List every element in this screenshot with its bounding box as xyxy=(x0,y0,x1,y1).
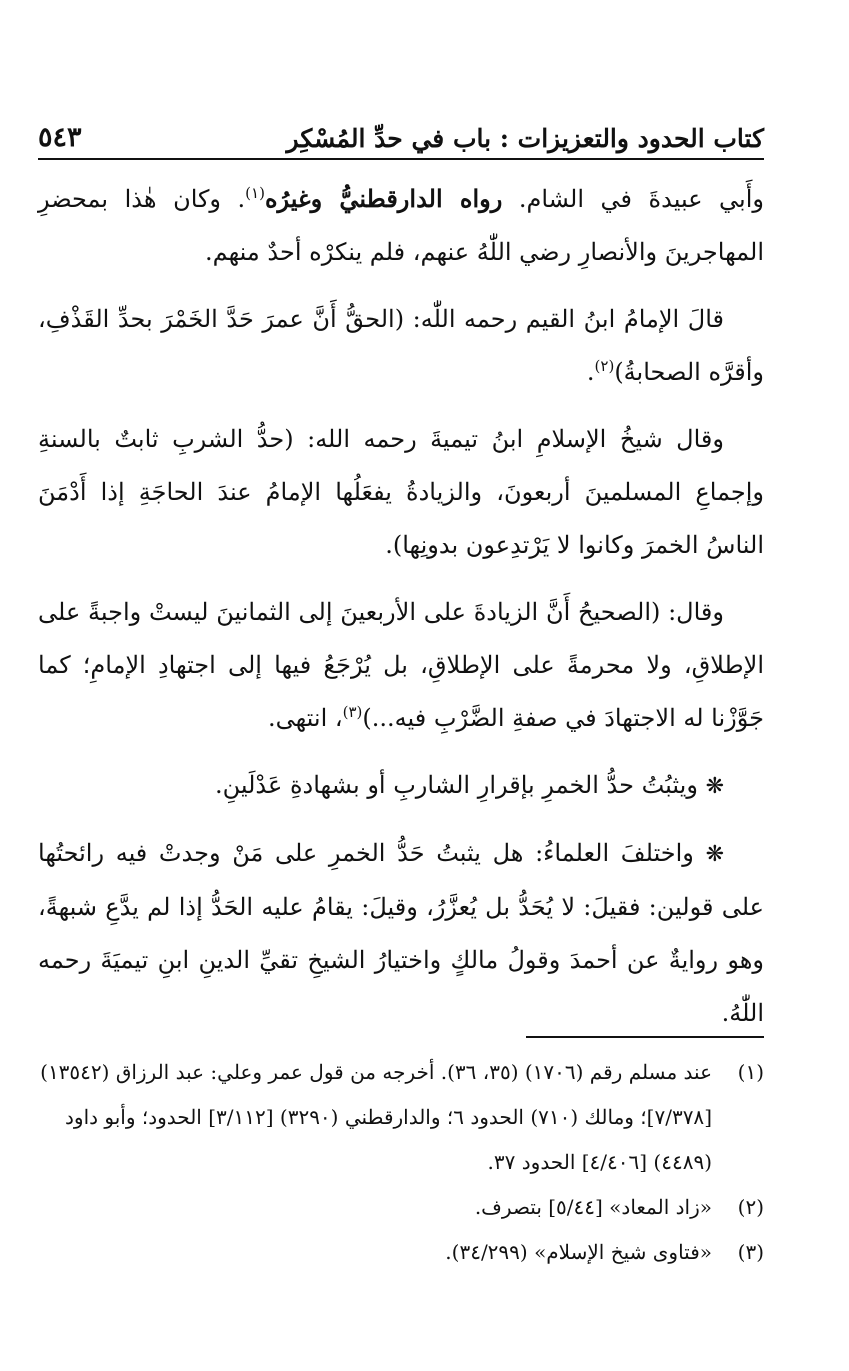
footnote-ref-3[interactable]: (٣) xyxy=(342,703,363,721)
footnote-text: «زاد المعاد» [٥/٤٤] بتصرف. xyxy=(474,1195,712,1219)
paragraph-6 xyxy=(38,827,764,1040)
paragraph-5 xyxy=(38,759,764,813)
p5-text: ويثبُتُ حدُّ الخمرِ بإقرارِ الشاربِ أو بشهادةِ عَدْلَينِ. xyxy=(214,771,698,799)
running-header xyxy=(38,118,764,160)
footnote-text: عند مسلم رقم (١٧٠٦) (٣٥، ٣٦). أخرجه من قول عمر وعلي: عبد الرزاق (١٣٥٤٢) [٧/٣٧٨]؛ ومالك (٧١٠) الحدود ٦؛ والدارقطني (٣٢٩٠) [٣/١١٢] الحدود؛ وأبو داود (٤٤٨٩) [٤/٤٠٦] الحدود ٣٧. xyxy=(40,1060,712,1174)
p1-text-b: . وكان هٰذا بمحضرِ المهاجرينَ والأنصارِ رضي اللّٰهُ عنهم، فلم ينكرْه أحدٌ منهم. xyxy=(38,185,764,266)
paragraph-2 xyxy=(38,293,764,399)
p4-text-b: ، انتهى. xyxy=(267,704,343,732)
p2-end: . xyxy=(586,358,595,386)
footnote-text: «فتاوى شيخ الإسلام» (٣٤/٢٩٩). xyxy=(445,1240,712,1264)
paragraph-3 xyxy=(38,413,764,572)
star-bullet-icon: ❋ xyxy=(705,774,724,799)
footnote-number: (٢) xyxy=(737,1195,764,1219)
paragraph-4 xyxy=(38,586,764,745)
footnote-3 xyxy=(38,1230,764,1275)
footnote-2 xyxy=(38,1185,764,1230)
p2-text: قالَ الإمامُ ابنُ القيم رحمه اللّٰه: (الحقُّ أَنَّ عمرَ حَدَّ الخَمْرَ بحدِّ القَذْفِ، وأقرَّه الصحابةُ) xyxy=(38,305,764,386)
p3-text: وقال شيخُ الإسلامِ ابنُ تيميةَ رحمه الله: (حدُّ الشربِ ثابتٌ بالسنةِ وإجماعِ المسلمينَ أربعونَ، والزيادةُ يفعَلُها الإمامُ عندَ الحاجَةِ إذا أَدْمَنَ الناسُ الخمرَ وكانوا لا يَرْتدِعون بدونِها). xyxy=(38,425,764,559)
footnote-divider xyxy=(526,1036,764,1038)
footnote-ref-2[interactable]: (٢) xyxy=(594,357,615,375)
p6-text: واختلفَ العلماءُ: هل يثبتُ حَدُّ الخمرِ على مَنْ وجدتْ فيه رائحتُها على قولين: فقيلَ: لا يُحَدُّ بل يُعزَّرُ، وقيلَ: يقامُ عليه الحَدُّ إذا لم يدَّعِ شبهةً، وهو روايةٌ عن أحمدَ وقولُ مالكٍ واختيارُ الشيخِ تقيِّ الدينِ ابنِ تيميَةَ رحمه اللّٰهُ. xyxy=(38,839,764,1027)
source-citation: رواه الدارقطنيُّ وغيرُه xyxy=(264,184,503,213)
page-number: ٥٤٣ xyxy=(38,122,82,153)
p4-text-a: وقال: (الصحيحُ أَنَّ الزيادةَ على الأربعينَ إلى الثمانينَ ليستْ واجبةً على الإطلاقِ، ولا محرمةً على الإطلاقِ، بل يُرْجَعُ فيها إلى اجتهادِ الإمامِ؛ كما جَوَّزْنا له الاجتهادَ في صفةِ الضَّرْبِ فيه...) xyxy=(38,598,764,732)
star-bullet-icon: ❋ xyxy=(705,842,724,867)
footnote-1 xyxy=(38,1050,764,1185)
main-text xyxy=(38,172,764,1054)
footnotes xyxy=(38,1050,764,1275)
chapter-title: كتاب الحدود والتعزيزات : باب في حدِّ المُسْكِر xyxy=(286,124,764,153)
p1-text-a: وأَبي عبيدةَ في الشام. xyxy=(502,185,764,213)
footnote-number: (٣) xyxy=(737,1240,764,1264)
footnote-ref-1[interactable]: (١) xyxy=(245,184,265,202)
footnote-number: (١) xyxy=(737,1060,764,1084)
paragraph-1 xyxy=(38,172,764,279)
